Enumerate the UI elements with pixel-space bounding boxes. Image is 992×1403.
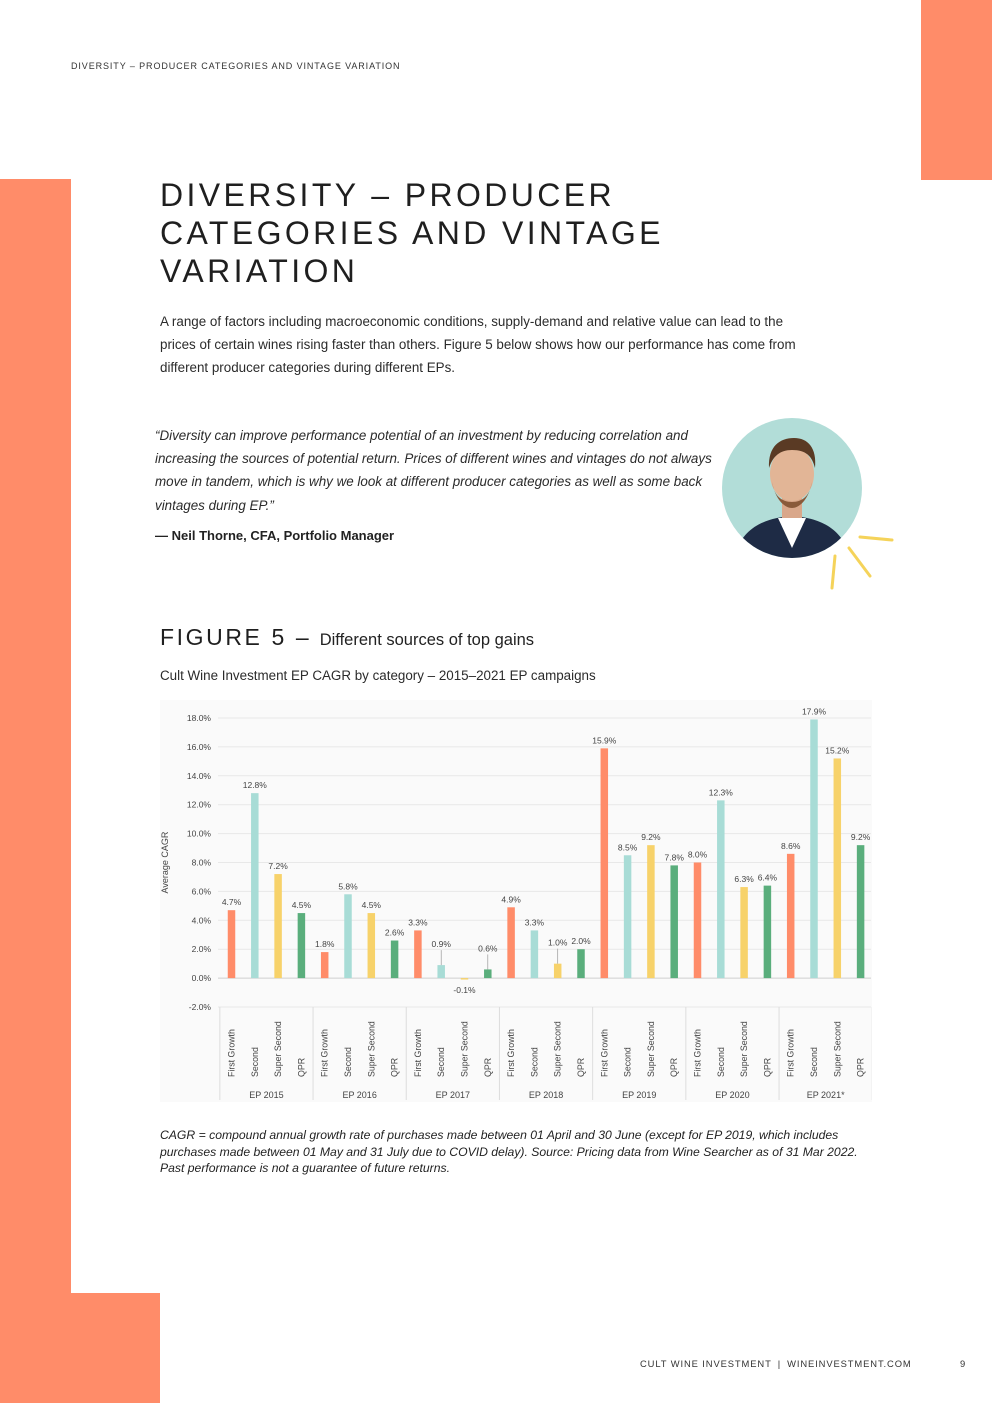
x-group-label: EP 2018	[528, 1090, 564, 1100]
bar	[577, 949, 585, 978]
x-group-label: EP 2015	[249, 1090, 284, 1100]
bar	[810, 719, 818, 978]
x-group-label: EP 2021*	[806, 1090, 845, 1100]
x-category-label: Super Second	[273, 1021, 284, 1077]
data-label: 0.9%	[431, 939, 451, 950]
y-tick-label: 10.0%	[186, 828, 211, 839]
data-label: 12.8%	[242, 780, 267, 791]
data-label: 15.2%	[825, 745, 850, 756]
chart-footnote: CAGR = compound annual growth rate of purchases made between 01 April and 30 June (except for EP 2019, which includes purchases made between 01 May and 31 July due to COVID delay). Source: Pricing data from Wine Searcher as of 31 Mar 2022. Past performance is not a guarantee of future returns.	[160, 1128, 858, 1175]
bar	[437, 965, 445, 978]
x-category-label: First Growth	[319, 1029, 330, 1077]
data-label: 6.4%	[757, 872, 778, 883]
bar	[344, 894, 352, 978]
x-category-label: Second	[715, 1047, 726, 1077]
y-axis-label: Average CAGR	[160, 831, 170, 894]
bar	[391, 941, 399, 979]
bar	[507, 907, 514, 978]
y-tick-label: 14.0%	[186, 770, 211, 781]
x-category-label: QPR	[855, 1057, 866, 1077]
bar	[670, 865, 678, 978]
x-category-label: Super Second	[366, 1021, 377, 1077]
bar	[228, 910, 236, 978]
data-label: 17.9%	[801, 706, 827, 717]
x-category-label: Second	[529, 1047, 540, 1077]
x-category-label: Super Second	[459, 1021, 470, 1077]
pull-quote: “Diversity can improve performance potential of an investment by reducing correlation and increasing the sources of potential return. Prices of different wines and vintages do not always move in tandem, which is why we look at different producer categories as well as some back vintages during EP.”	[155, 428, 712, 513]
portrait-photo	[718, 416, 898, 596]
x-category-label: QPR	[669, 1057, 680, 1077]
bar	[834, 758, 842, 978]
bar	[368, 913, 376, 978]
data-label: 8.5%	[617, 842, 638, 853]
x-category-label: Super Second	[552, 1021, 563, 1077]
x-category-label: Second	[809, 1047, 819, 1077]
bar	[461, 978, 469, 979]
y-tick-label: 8.0%	[191, 857, 211, 868]
footer-separator: |	[777, 1358, 782, 1369]
y-tick-label: 18.0%	[186, 713, 211, 723]
data-label: 9.2%	[850, 832, 871, 843]
data-label: 7.2%	[268, 861, 288, 872]
decorative-block-top-right	[921, 0, 992, 180]
figure-heading	[160, 624, 534, 651]
x-group-label: EP 2016	[342, 1090, 377, 1100]
bar	[298, 913, 306, 978]
bar	[251, 793, 258, 978]
data-label: 3.3%	[524, 917, 545, 928]
bar	[787, 854, 795, 978]
data-label: 2.0%	[571, 936, 591, 947]
page-number: 9	[960, 1358, 966, 1369]
x-category-label: Super Second	[739, 1021, 750, 1077]
bar	[764, 886, 772, 978]
y-tick-label: 6.0%	[191, 886, 211, 897]
data-label: 5.8%	[338, 881, 358, 892]
bar	[554, 964, 562, 978]
data-label: 4.7%	[221, 897, 242, 908]
bar	[274, 874, 282, 978]
y-tick-label: 12.0%	[186, 799, 211, 810]
data-label: 1.8%	[315, 939, 335, 950]
page-title: DIVERSITY – PRODUCER CATEGORIES AND VINTAGE VARIATION	[160, 177, 664, 289]
x-category-label: Super Second	[832, 1021, 843, 1077]
data-label: 15.9%	[592, 735, 617, 746]
x-category-label: Second	[622, 1047, 633, 1077]
x-category-label: Second	[249, 1047, 260, 1077]
data-label: 4.5%	[361, 900, 381, 911]
y-tick-label: 16.0%	[186, 741, 211, 752]
chart-panel	[160, 700, 872, 1102]
intro-paragraph: A range of factors including macroeconomic conditions, supply-demand and relative value can lead to the prices of certain wines rising faster than others. Figure 5 below shows how our performance has come from different producer categories during different EPs.	[160, 314, 796, 375]
data-label: 12.3%	[708, 787, 733, 798]
x-category-label: Second	[343, 1047, 353, 1077]
y-tick-label: 4.0%	[191, 915, 211, 926]
bar	[531, 930, 539, 978]
figure-subtitle: Different sources of top gains	[319, 631, 535, 649]
x-category-label: First Growth	[506, 1029, 517, 1077]
x-category-label: First Growth	[599, 1029, 610, 1077]
data-label: 9.2%	[641, 832, 661, 843]
x-group-label: EP 2017	[435, 1090, 471, 1100]
bar	[624, 855, 632, 978]
data-label: 8.6%	[781, 840, 801, 851]
bar	[601, 748, 609, 978]
bar	[857, 845, 865, 978]
x-category-label: QPR	[576, 1057, 586, 1077]
footer	[640, 1358, 912, 1369]
x-category-label: First Growth	[226, 1029, 237, 1077]
bar	[694, 863, 702, 979]
bar	[717, 800, 725, 978]
x-category-label: QPR	[389, 1057, 400, 1077]
data-label: 0.6%	[478, 943, 498, 954]
x-category-label: Super Second	[645, 1021, 656, 1077]
y-tick-label: 0.0%	[191, 973, 211, 984]
data-label: 7.8%	[664, 852, 684, 863]
data-label: 4.9%	[501, 894, 521, 905]
y-tick-label: -2.0%	[188, 1002, 211, 1012]
figure-label: FIGURE 5 –	[160, 624, 312, 650]
bar	[647, 845, 655, 978]
data-label: -0.1%	[453, 985, 476, 996]
x-group-label: EP 2020	[715, 1090, 750, 1100]
bar	[321, 952, 329, 978]
x-category-label: Second	[436, 1047, 447, 1077]
data-label: 4.5%	[291, 900, 312, 911]
data-label: 6.3%	[734, 874, 754, 885]
chart-caption: Cult Wine Investment EP CAGR by category – 2015–2021 EP campaigns	[160, 668, 596, 683]
data-label: 2.6%	[384, 927, 405, 938]
x-category-label: QPR	[762, 1057, 773, 1077]
x-category-label: First Growth	[412, 1029, 423, 1077]
running-header: DIVERSITY – PRODUCER CATEGORIES AND VINTAGE VARIATION	[71, 61, 401, 71]
x-category-label: QPR	[296, 1057, 307, 1077]
quote-attribution: — Neil Thorne, CFA, Portfolio Manager	[155, 528, 395, 543]
bar-chart	[160, 700, 872, 1102]
bar	[740, 887, 748, 978]
data-label: 3.3%	[408, 917, 428, 928]
x-category-label: QPR	[482, 1057, 493, 1077]
data-label: 1.0%	[548, 937, 568, 948]
x-category-label: First Growth	[785, 1029, 796, 1077]
data-label: 8.0%	[687, 849, 708, 860]
decorative-block-bottom-left	[0, 1293, 160, 1403]
footer-brand: CULT WINE INVESTMENT	[640, 1358, 772, 1369]
footer-website[interactable]: WINEINVESTMENT.COM	[787, 1358, 912, 1369]
x-group-label: EP 2019	[622, 1090, 657, 1100]
bar	[414, 930, 422, 978]
bar	[484, 969, 492, 978]
x-category-label: First Growth	[692, 1029, 703, 1077]
decorative-bar-left	[0, 179, 71, 1294]
y-tick-label: 2.0%	[191, 944, 211, 955]
